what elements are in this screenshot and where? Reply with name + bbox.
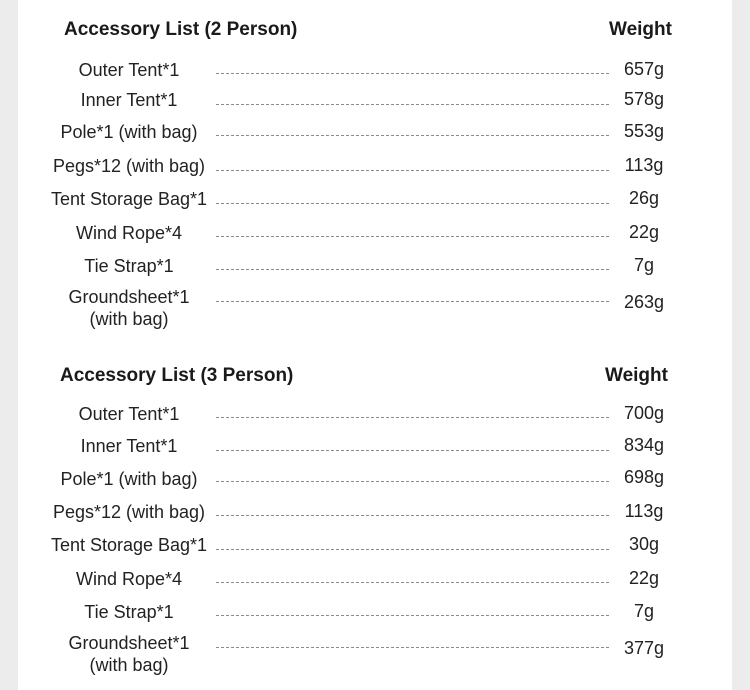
item-weight: 377g (623, 638, 665, 658)
item-weight: 30g (628, 534, 660, 554)
table-row (18, 286, 732, 334)
item-name: Tent Storage Bag*1 (50, 189, 208, 209)
dot-leader (216, 417, 609, 418)
item-weight: 26g (628, 188, 660, 208)
table-row (18, 57, 732, 91)
dot-leader (216, 104, 609, 105)
table-row (18, 501, 732, 535)
item-weight: 700g (623, 403, 665, 423)
dot-leader (216, 135, 609, 136)
dot-leader (216, 582, 609, 583)
dot-leader (216, 647, 609, 648)
item-weight: 113g (624, 155, 664, 175)
item-weight: 553g (623, 121, 665, 141)
item-name-subline: (with bag) (89, 655, 169, 675)
table-row (18, 601, 732, 635)
item-name: Pole*1 (with bag) (60, 122, 198, 142)
table-row (18, 632, 732, 680)
item-name-line: Groundsheet*1 (68, 633, 190, 653)
item-name: Inner Tent*1 (80, 90, 178, 110)
table-row (18, 403, 732, 437)
dot-leader (216, 549, 609, 550)
table-row (18, 222, 732, 256)
item-name (34, 286, 224, 330)
item-name: Tie Strap*1 (84, 602, 174, 622)
table-row (18, 121, 732, 155)
dot-leader (216, 615, 609, 616)
item-weight: 7g (633, 601, 655, 621)
dot-leader (216, 73, 609, 74)
item-weight: 22g (628, 222, 660, 242)
item-name: Pegs*12 (with bag) (52, 502, 206, 522)
table-row (18, 534, 732, 568)
item-name: Outer Tent*1 (78, 60, 180, 80)
item-weight: 834g (623, 435, 665, 455)
item-weight: 263g (623, 292, 665, 312)
item-name: Tie Strap*1 (84, 256, 174, 276)
item-weight: 7g (633, 255, 655, 275)
item-name: Tent Storage Bag*1 (50, 535, 208, 555)
item-name-subline: (with bag) (89, 309, 169, 329)
item-name: Inner Tent*1 (80, 436, 178, 456)
item-weight: 113g (624, 501, 664, 521)
item-name: Wind Rope*4 (75, 223, 183, 243)
item-weight: 22g (628, 568, 660, 588)
weight-header: Weight (609, 19, 672, 40)
item-name: Pegs*12 (with bag) (52, 156, 206, 176)
item-weight: 698g (623, 467, 665, 487)
table-row (18, 467, 732, 501)
dot-leader (216, 269, 609, 270)
table-row (18, 188, 732, 222)
table-row (18, 568, 732, 602)
weight-header: Weight (605, 365, 668, 386)
section-title: Accessory List (2 Person) (64, 19, 298, 40)
dot-leader (216, 481, 609, 482)
item-name (34, 632, 224, 676)
table-row (18, 89, 732, 123)
item-weight: 657g (623, 59, 665, 79)
item-name: Wind Rope*4 (75, 569, 183, 589)
section-title: Accessory List (3 Person) (60, 365, 294, 386)
dot-leader (216, 515, 609, 516)
item-name-line: Groundsheet*1 (68, 287, 190, 307)
item-name: Outer Tent*1 (78, 404, 180, 424)
dot-leader (216, 203, 609, 204)
spec-sheet (18, 0, 732, 690)
dot-leader (216, 170, 609, 171)
table-row (18, 435, 732, 469)
item-weight: 578g (623, 89, 665, 109)
table-row (18, 255, 732, 289)
dot-leader (216, 450, 609, 451)
table-row (18, 155, 732, 189)
item-name: Pole*1 (with bag) (60, 469, 198, 489)
dot-leader (216, 301, 609, 302)
dot-leader (216, 236, 609, 237)
